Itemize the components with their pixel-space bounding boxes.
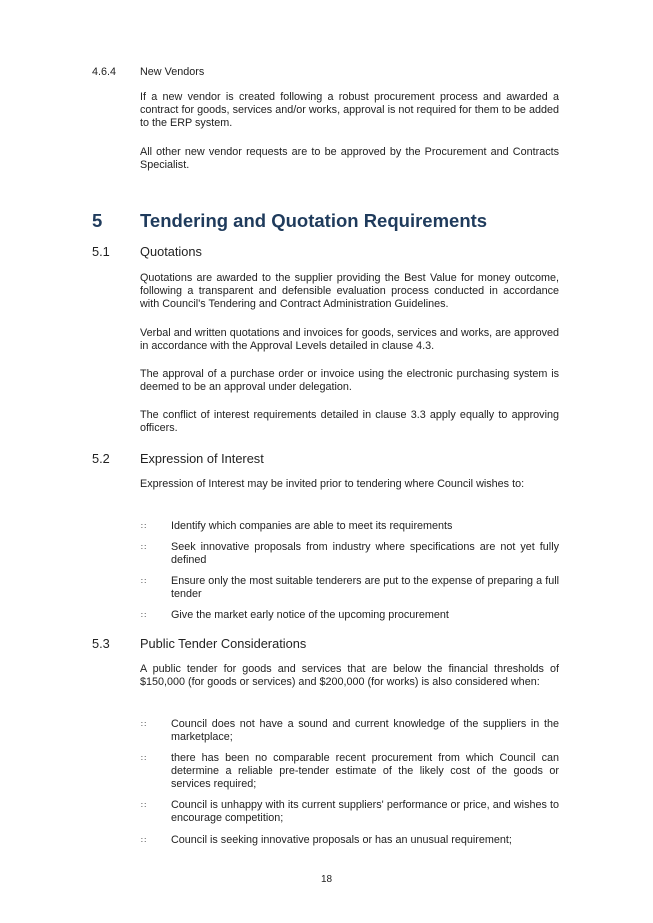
- paragraph: A public tender for goods and services that are below the financial thresholds of $150,000 (for goods or services) and $200,000 (for works) is also considered when:: [140, 663, 559, 688]
- subsection-number: 5.1: [92, 244, 110, 259]
- subsection-number: 5.2: [92, 451, 110, 466]
- paragraph: Quotations are awarded to the supplier providing the Best Value for money outcome, following a transparent and defensible evaluation process conducted in accordance with Council's Tendering and Contract Administration Guidelines.: [140, 272, 559, 310]
- bullet-icon: ∷: [141, 522, 147, 531]
- list-item-text: Seek innovative proposals from industry where specifications are not yet fully defined: [171, 541, 559, 566]
- list-item-text: Identify which companies are able to meet its requirements: [171, 520, 453, 532]
- section-number: 5: [92, 210, 103, 231]
- bullet-icon: ∷: [141, 801, 147, 810]
- list-item-text: Give the market early notice of the upcoming procurement: [171, 609, 449, 621]
- paragraph: The conflict of interest requirements detailed in clause 3.3 apply equally to approving officers.: [140, 409, 559, 434]
- list-item-text: Council is unhappy with its current suppliers' performance or price, and wishes to encourage competition;: [171, 799, 559, 824]
- section-title: Tendering and Quotation Requirements: [140, 210, 488, 231]
- page-number: 18: [320, 874, 333, 885]
- bullet-icon: ∷: [141, 754, 147, 763]
- subsection-title: New Vendors: [140, 66, 205, 78]
- list-item-text: Council is seeking innovative proposals or has an unusual requirement;: [171, 834, 512, 846]
- paragraph: If a new vendor is created following a robust procurement process and awarded a contract for goods, services and/or works, approval is not required for them to be added to the ERP system.: [140, 91, 559, 129]
- list-item-text: there has been no comparable recent procurement from which Council can determine a reliable pre-tender estimate of the likely cost of the goods or services required;: [171, 752, 559, 790]
- bullet-icon: ∷: [141, 543, 147, 552]
- subsection-title: Quotations: [140, 244, 202, 259]
- subsection-title: Public Tender Considerations: [140, 636, 307, 651]
- paragraph: The approval of a purchase order or invoice using the electronic purchasing system is deemed to be an approval under delegation.: [140, 368, 559, 393]
- list-item-text: Ensure only the most suitable tenderers are put to the expense of preparing a full tender: [171, 575, 559, 600]
- paragraph: All other new vendor requests are to be approved by the Procurement and Contracts Specialist.: [140, 146, 559, 171]
- bullet-icon: ∷: [141, 611, 147, 620]
- subsection-number: 5.3: [92, 636, 110, 651]
- subsection-number: 4.6.4: [92, 66, 117, 78]
- subsection-title: Expression of Interest: [140, 451, 264, 466]
- bullet-icon: ∷: [141, 720, 147, 729]
- paragraph: Expression of Interest may be invited prior to tendering where Council wishes to:: [140, 478, 525, 490]
- bullet-icon: ∷: [141, 577, 147, 586]
- list-item-text: Council does not have a sound and current knowledge of the suppliers in the marketplace;: [171, 718, 559, 743]
- bullet-icon: ∷: [141, 836, 147, 845]
- paragraph: Verbal and written quotations and invoices for goods, services and works, are approved in accordance with the Approval Levels detailed in clause 4.3.: [140, 327, 559, 352]
